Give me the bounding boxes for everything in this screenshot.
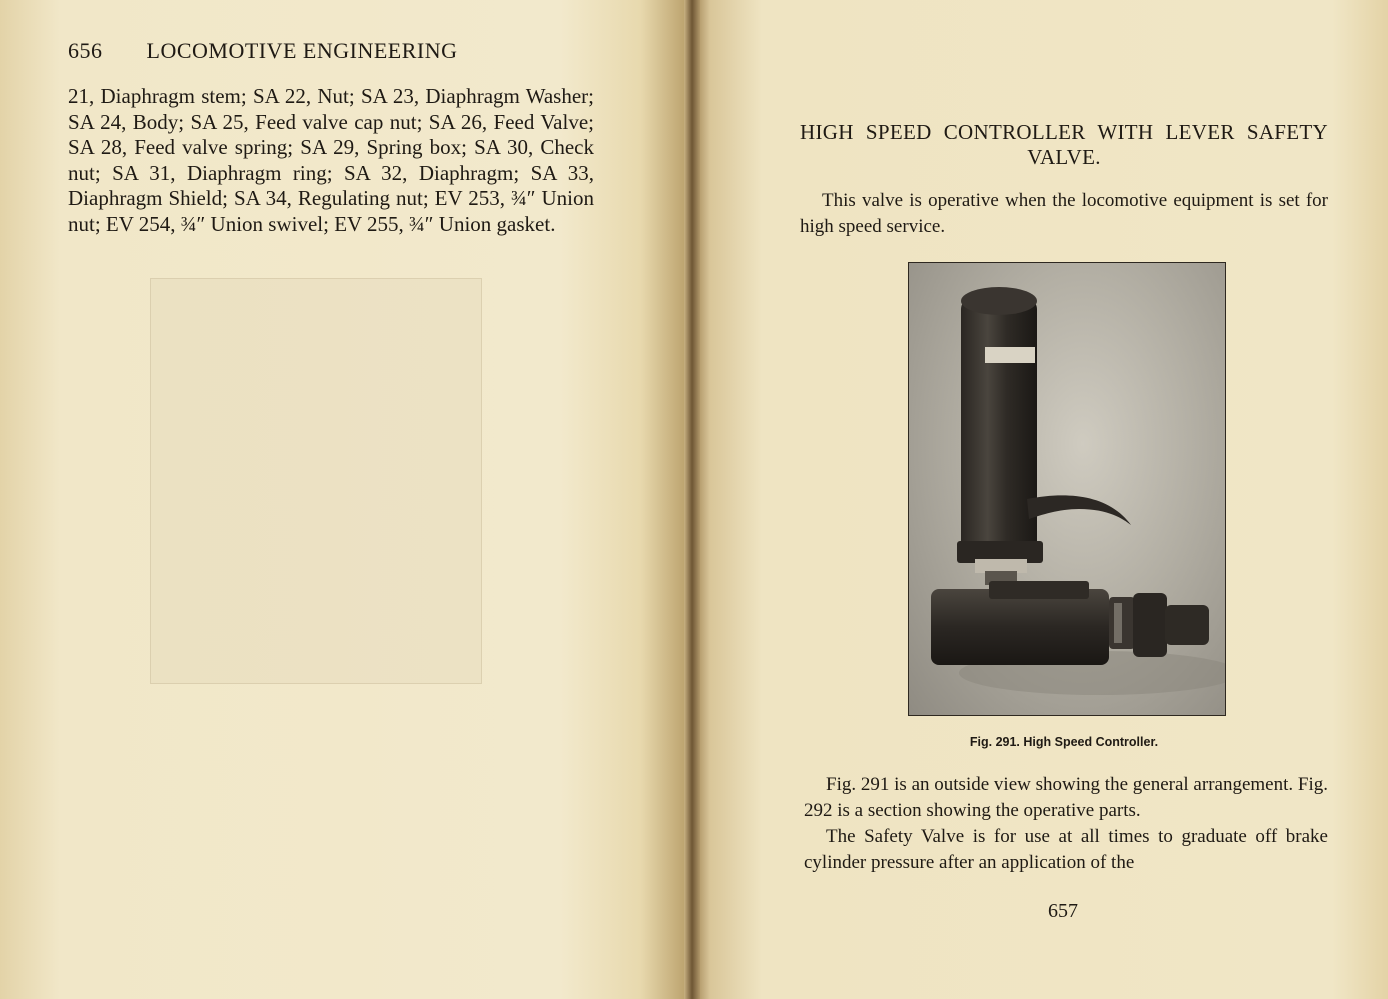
left-page — [0, 0, 692, 999]
right-page-number: 657 — [1048, 900, 1078, 922]
figure-high-speed-controller — [908, 262, 1226, 716]
running-head — [68, 38, 458, 64]
section-heading: HIGH SPEED CONTROLLER WITH LEVER SAFETY VALVE. — [800, 120, 1328, 169]
parts-list-text: 21, Diaphragm stem; SA 22, Nut; SA 23, Diaphragm Washer; SA 24, Body; SA 25, Feed valve cap nut; SA 26, Feed Valve; SA 28, Feed valve spring; SA 29, Spring box; SA 30, Check nut; SA 31, Diaphragm ring; SA 32, Diaphragm; SA 33, Diaphragm Shield; SA 34, Regulating nut; EV 253, ¾″ Union nut; EV 254, ¾″ Union swivel; EV 255, ¾″ Union gasket. — [68, 84, 594, 236]
book-gutter — [684, 0, 700, 999]
left-page-number: 656 — [68, 38, 103, 63]
body-text — [804, 772, 1328, 876]
paragraph: The Safety Valve is for use at all times to graduate off brake cylinder pressure after an application of the — [804, 826, 1328, 873]
bleed-through-figure — [150, 278, 482, 684]
controller-photo — [909, 263, 1225, 715]
paragraph: Fig. 291 is an outside view showing the general arrangement. Fig. 292 is a section showing the operative parts. — [804, 774, 1328, 821]
running-head-title: LOCOMOTIVE ENGINEERING — [146, 38, 458, 63]
intro-paragraph: This valve is operative when the locomotive equipment is set for high speed service. — [800, 190, 1328, 237]
right-page — [692, 0, 1388, 999]
figure-caption: Fig. 291. High Speed Controller. — [969, 735, 1159, 749]
